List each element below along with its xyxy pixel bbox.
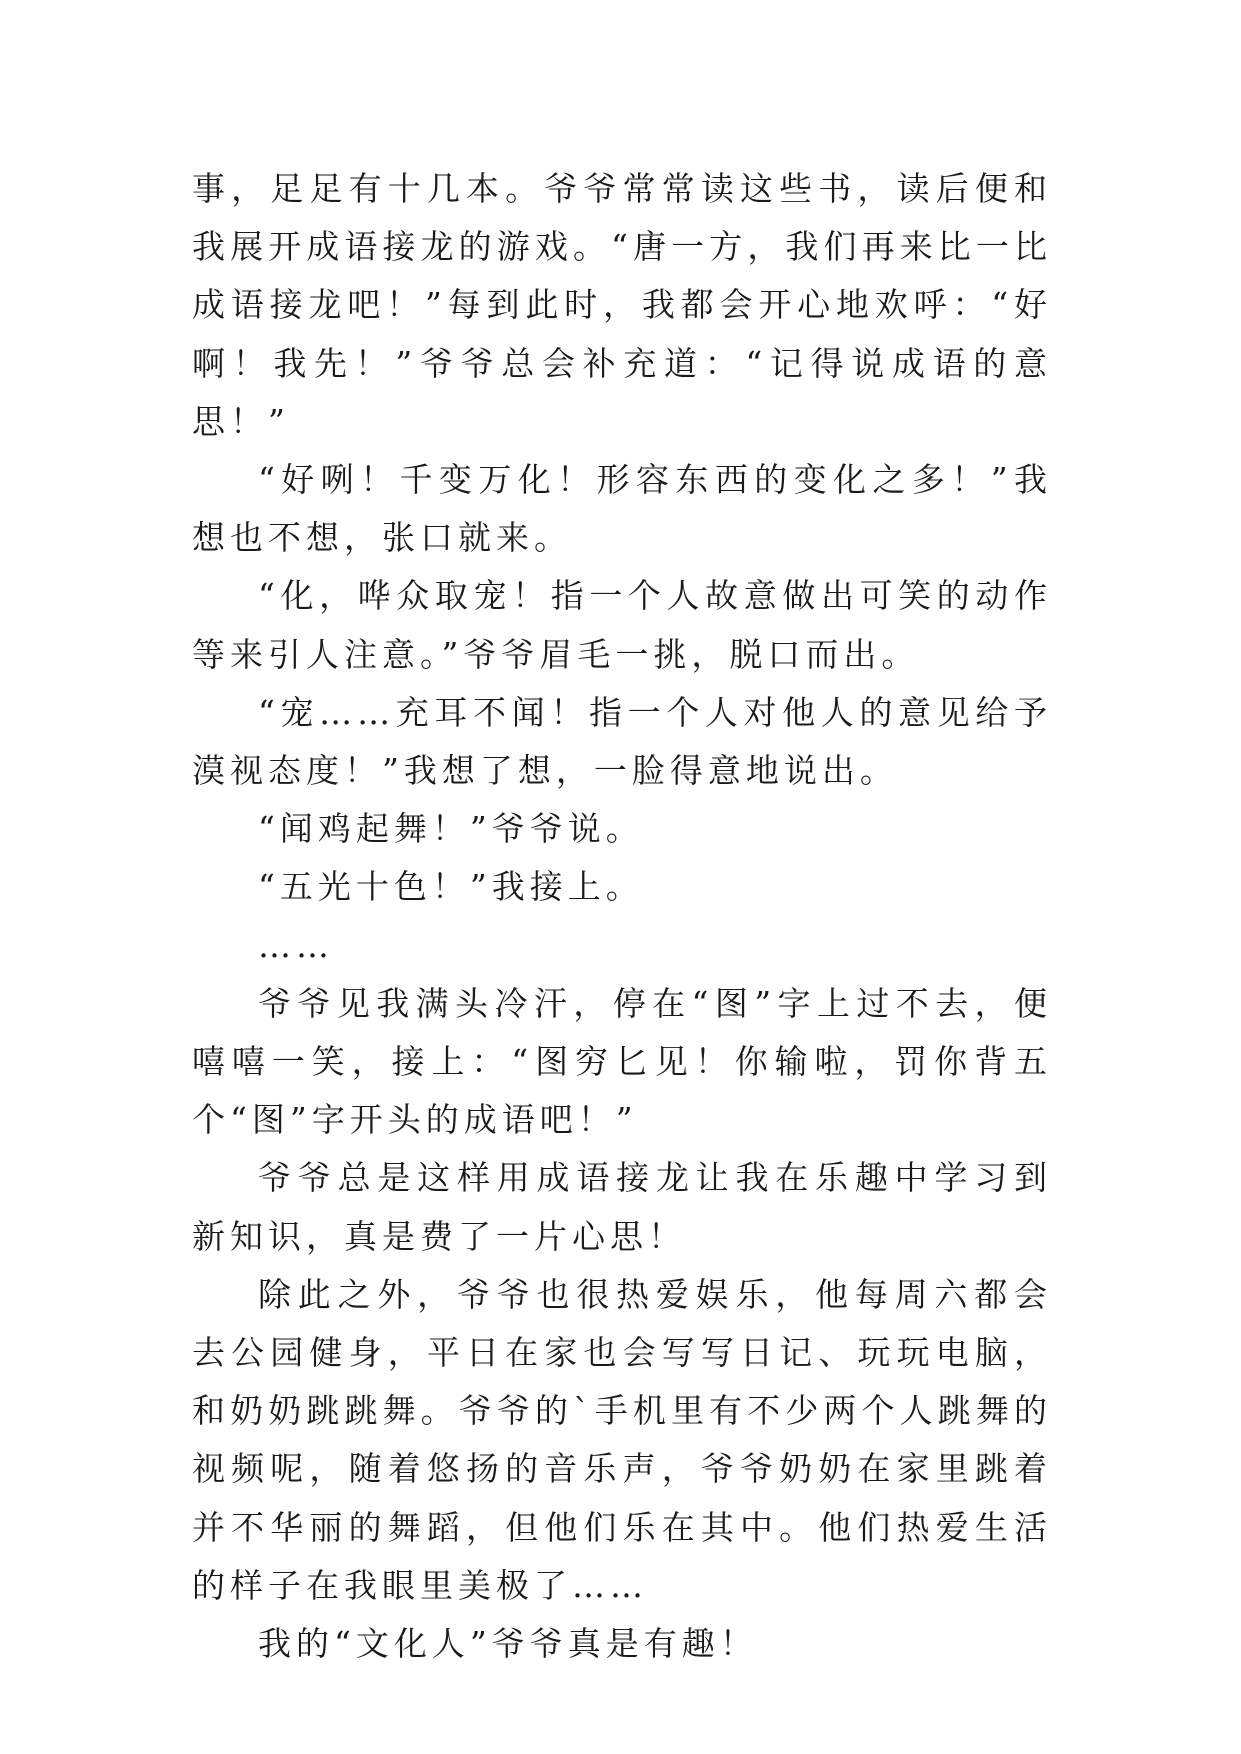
paragraph-6: “五光十色！”我接上。 bbox=[258, 867, 644, 907]
paragraph-8: 爷爷见我满头冷汗，停在“图”字上过不去，便嘻嘻一笑，接上：“图穷匕见！你输啦，罚你背五个“图”字开头的成语吧！” bbox=[192, 983, 1052, 1140]
paragraph-3: “化，哗众取宠！指一个人故意做出可笑的动作等来引人注意。”爷爷眉毛一挑，脱口而出。 bbox=[192, 576, 1052, 674]
paragraph-10: 除此之外，爷爷也很热爱娱乐，他每周六都会去公园健身，平日在家也会写写日记、玩玩电脑，和奶奶跳跳舞。爷爷的`手机里有不少两个人跳舞的视频呢，随着悠扬的音乐声，爷爷奶奶在家里跳着并不华丽的舞蹈，但他们乐在其中。他们热爱生活的样子在我眼里美极了…… bbox=[192, 1274, 1052, 1605]
paragraph-5: “闻鸡起舞！”爷爷说。 bbox=[258, 809, 644, 849]
paragraph-4: “宠……充耳不闻！指一个人对他人的意见给予漠视态度！”我想了想，一脸得意地说出。 bbox=[192, 692, 1052, 791]
paragraph-7-ellipsis: …… bbox=[258, 925, 334, 965]
paragraph-1: 事，足足有十几本。爷爷常常读这些书，读后便和我展开成语接龙的游戏。“唐一方，我们再来比一比成语接龙吧！”每到此时，我都会开心地欢呼：“好啊！我先！”爷爷总会补充道：“记得说成语的意思！” bbox=[192, 169, 1052, 441]
essay-body bbox=[192, 160, 1052, 1673]
paragraph-11: 我的“文化人”爷爷真是有趣！ bbox=[258, 1624, 758, 1664]
paragraph-2: “好咧！千变万化！形容东西的变化之多！”我想也不想，张口就来。 bbox=[192, 460, 1052, 558]
paragraph-9: 爷爷总是这样用成语接龙让我在乐趣中学习到新知识，真是费了一片心思！ bbox=[192, 1158, 1052, 1256]
